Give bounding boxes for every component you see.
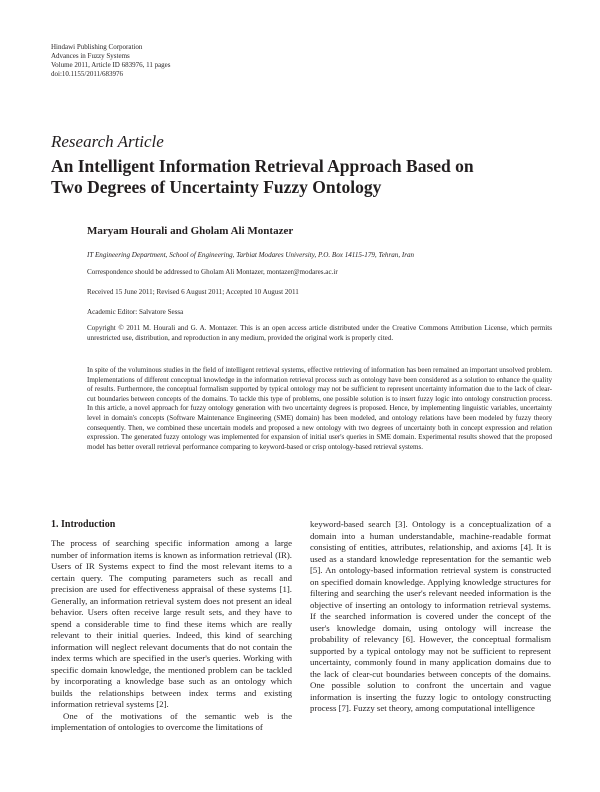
doi-link[interactable]: doi:10.1155/2011/683976 — [51, 70, 124, 78]
article-type: Research Article — [51, 132, 164, 151]
volume-info: Volume 2011, Article ID 683976, 11 pages — [51, 61, 171, 69]
publication-dates: Received 15 June 2011; Revised 6 August 2011; Accepted 10 August 2011 — [87, 288, 299, 296]
journal-header — [51, 43, 171, 79]
title-line-1: An Intelligent Information Retrieval Approach Based on — [51, 156, 474, 176]
journal-name: Advances in Fuzzy Systems — [51, 52, 130, 60]
correspondence: Correspondence should be addressed to Gholam Ali Montazer, montazer@modares.ac.ir — [87, 268, 338, 276]
academic-editor: Academic Editor: Salvatore Sessa — [87, 308, 184, 316]
title-line-2: Two Degrees of Uncertainty Fuzzy Ontology — [51, 177, 382, 197]
intro-paragraph-right: keyword-based search [3]. Ontology is a conceptualization of a domain into a human understandable, machine-readable format consisting of entities, attributes, relationship, and axioms [4]. It is used as a standard knowledge representation for the semantic web [5]. An ontology-based information retrieval system is constructed on specified domain knowledge. Applying knowledge structures for filtering and searching the user's relevant needed information is the objective of inserting an ontology to information retrieval systems. If the searched information is covered under the concept of the user's knowledge domain, using ontology will increase the probability of relevancy [6]. However, the conceptual formalism supported by a typical ontology may not be sufficient to represent uncertainty, commonly found in many application domains due to the lack of clear-cut boundaries between concepts of the domains. One possible solution to confront the uncertain and vague information is inserting the fuzzy logic to ontology constructing process [7]. Fuzzy set theory, among computational intelligence — [310, 519, 551, 713]
intro-paragraph-2: One of the motivations of the semantic web is the implementation of ontologies to overcome the limitations of — [51, 710, 292, 732]
publisher-name: Hindawi Publishing Corporation — [51, 43, 143, 51]
paper-title — [51, 156, 551, 198]
section-heading: 1. Introduction — [51, 519, 116, 530]
authors: Maryam Hourali and Gholam Ali Montazer — [87, 225, 294, 237]
right-column — [310, 519, 551, 715]
left-column — [51, 538, 292, 734]
intro-paragraph-1: The process of searching specific information among a large number of information items is known as information retrieval (IR). Users of IR Systems expect to find the most relevant items to a certain query. The computing parameters such as recall and precision are used for effectiveness appraisal of these systems [1]. Generally, an information retrieval system does not present an ideal behavior. Users often receive large result sets, and they have to spend a considerable time to find these items which are really relevant to their initial queries. Indeed, this kind of searching information will neglect relevant documents that do not contain the index terms which are specified in the user's queries. Working with specific domain knowledge, the mentioned problem can be tackled by incorporating a knowledge base such as an ontology which builds the relationships between index terms and existing information retrieval systems [2]. — [51, 538, 292, 709]
affiliation: IT Engineering Department, School of Engineering, Tarbiat Modares University, P.O. Box 14115-179, Tehran, Iran — [87, 251, 415, 259]
abstract: In spite of the voluminous studies in the field of intelligent retrieval systems, effective retrieving of information has been remained an important unsolved problem. Implementations of different conceptual knowledge in the information retrieval process such as ontology have been considered as a solution to enhance the quality of results. Furthermore, the conceptual formalism supported by typical ontology may not be sufficient to represent uncertainty information due to the lack of clear-cut boundaries between concepts of the domains. To tackle this type of problems, one possible solution is to insert fuzzy logic into ontology construction process. In this article, a novel approach for fuzzy ontology generation with two uncertainty degrees is proposed. Hence, by implementing linguistic variables, uncertainty level in domain's concepts (Software Maintenance Engineering (SME) domain) has been modeled, and ontology relations have been modeled by fuzzy theory consequently. Then, we combined these uncertain models and proposed a new ontology with two degrees of uncertainty both in concept expression and relation expression. The generated fuzzy ontology was implemented for expansion of initial user's queries in SME domain. Experimental results showed that the proposed model has better overall retrieval performance comparing to keyword-based or crisp ontology-based retrieval systems. — [87, 366, 552, 451]
copyright-notice: Copyright © 2011 M. Hourali and G. A. Montazer. This is an open access article distributed under the Creative Commons Attribution License, which permits unrestricted use, distribution, and reproduction in any medium, provided the original work is properly cited. — [87, 324, 552, 342]
